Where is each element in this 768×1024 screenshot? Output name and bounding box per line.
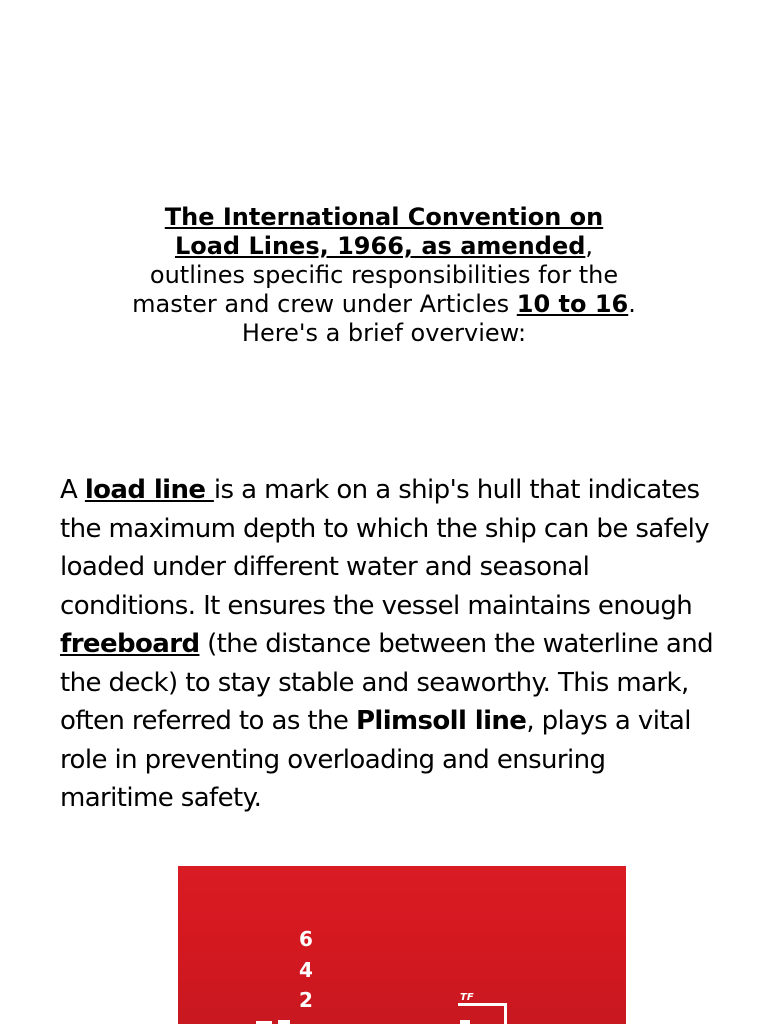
load-line-paragraph xyxy=(60,471,720,818)
para-part-2: is a mark on a ship's hull that indicates the maximum depth to which the ship can be safely loaded under different water and seasonal conditions. It ensures the vessel maintains enough xyxy=(60,475,710,621)
articles-prefix: master and crew under Articles xyxy=(132,290,517,318)
draft-mark-4: 4 xyxy=(299,958,313,982)
load-line-bars xyxy=(256,1003,507,1024)
vertical-bar xyxy=(504,1003,507,1024)
para-part-1: A xyxy=(60,475,85,505)
convention-title-2: Load Lines, 1966, as amended xyxy=(174,232,586,260)
load-line-mark-image xyxy=(178,866,626,1024)
draft-mark-2: 2 xyxy=(299,988,313,1012)
intro-line-3: outlines specific responsibilities for the xyxy=(149,261,619,289)
convention-title-1: The International Convention on xyxy=(164,203,604,231)
freeboard-term: freeboard xyxy=(60,629,200,659)
tf-bar xyxy=(458,1003,504,1006)
intro-line-1 xyxy=(60,203,708,232)
intro-line-5: Here's a brief overview: xyxy=(241,319,527,347)
plimsoll-term: Plimsoll line xyxy=(355,706,527,736)
lower-mark xyxy=(460,1020,470,1024)
articles-range: 10 to 16 xyxy=(516,290,629,318)
hull-photo xyxy=(178,866,626,1024)
para-part-3: (the distance between the waterline and the deck) to stay stable and seaworthy. This mark, often referred to as the xyxy=(60,629,714,736)
articles-period: . xyxy=(628,290,636,318)
para-part-4: , plays a vital role in preventing overloading and ensuring maritime safety. xyxy=(60,706,691,813)
title-comma: , xyxy=(585,232,594,260)
tf-mark-label: TF xyxy=(460,992,474,1003)
intro-line-2 xyxy=(60,232,708,261)
intro-block xyxy=(60,203,708,348)
load-line-term: load line xyxy=(84,475,214,505)
intro-line-4 xyxy=(60,290,708,319)
draft-mark-6: 6 xyxy=(299,927,313,951)
draft-mark-partial-2 xyxy=(278,1020,290,1024)
